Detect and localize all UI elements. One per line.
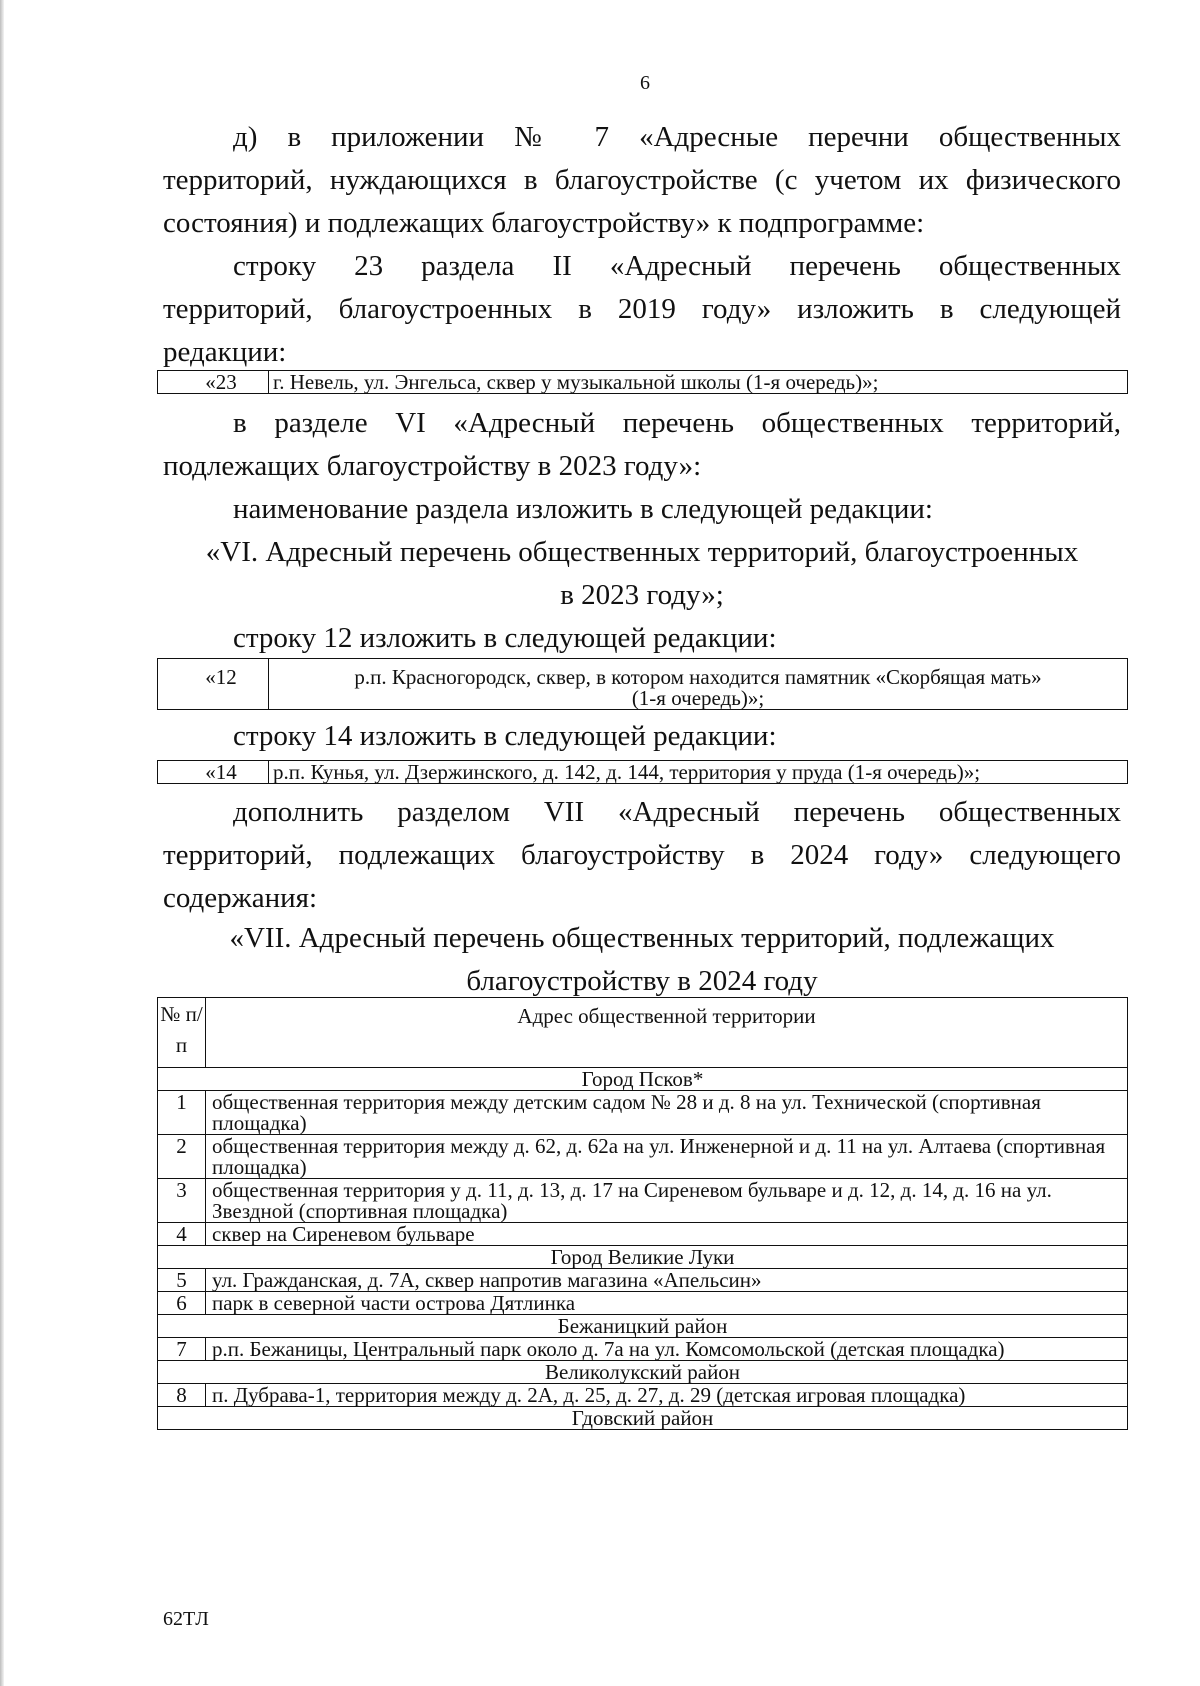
addresses-2024-table xyxy=(157,997,1128,1430)
table-section-row xyxy=(158,1246,1128,1269)
text-line: содержания: xyxy=(163,882,318,914)
section-name: Город Великие Луки xyxy=(158,1246,1128,1269)
scan-edge xyxy=(0,0,4,1686)
paragraph-row-14 xyxy=(163,715,1121,758)
row-address: р.п. Кунья, ул. Дзержинского, д. 142, д. 144, территория у пруда (1-я очередь)»; xyxy=(269,761,1128,784)
row-number: 4 xyxy=(158,1223,206,1246)
text-line: строку 12 изложить в следующей редакции: xyxy=(233,622,777,654)
row-address: р.п. Бежаницы, Центральный парк около д. 7а на ул. Комсомольской (детская площадка) xyxy=(206,1338,1128,1361)
row-number: 7 xyxy=(158,1338,206,1361)
section-name: Город Псков* xyxy=(158,1068,1128,1091)
row-address: п. Дубрава-1, территория между д. 2А, д. 25, д. 27, д. 29 (детская игровая площадка) xyxy=(206,1384,1128,1407)
text-line: наименование раздела изложить в следующей редакции: xyxy=(233,493,933,525)
table-row xyxy=(158,1179,1128,1223)
table-section-row xyxy=(158,1407,1128,1430)
row-address: общественная территория между д. 62, д. 62а на ул. Инженерной и д. 11 на ул. Алтаева (спортивная площадка) xyxy=(206,1135,1128,1179)
text-line: благоустройству в 2024 году xyxy=(466,965,818,997)
paragraph-rename-section xyxy=(163,488,1121,531)
row-number: «23 xyxy=(158,371,269,394)
row-number: 2 xyxy=(158,1135,206,1179)
section-name: Гдовский район xyxy=(158,1407,1128,1430)
row-address: сквер на Сиреневом бульваре xyxy=(206,1223,1128,1246)
paragraph-section-6 xyxy=(163,402,1121,488)
section-6-title xyxy=(163,531,1121,617)
row-address: общественная территория между детским садом № 28 и д. 8 на ул. Технической (спортивная площадка) xyxy=(206,1091,1128,1135)
paragraph-row-12 xyxy=(163,617,1121,660)
row-number: 8 xyxy=(158,1384,206,1407)
text-line: подлежащих благоустройству в 2023 году»: xyxy=(163,450,702,482)
text-line: территорий, нуждающихся в благоустройстве (с учетом их физического xyxy=(163,164,1121,196)
table-section-row xyxy=(158,1315,1128,1338)
row-address: ул. Гражданская, д. 7А, сквер напротив магазина «Апельсин» xyxy=(206,1269,1128,1292)
text-line: дополнить разделом VII «Адресный перечень общественных xyxy=(233,796,1121,828)
text-line: территорий, подлежащих благоустройству в 2024 году» следующего xyxy=(163,839,1121,871)
row-address: общественная территория у д. 11, д. 13, д. 17 на Сиреневом бульваре и д. 12, д. 14, д. 16 на ул. Звездной (спортивная площадка) xyxy=(206,1179,1128,1223)
header-address: Адрес общественной территории xyxy=(206,998,1128,1068)
row-number: 6 xyxy=(158,1292,206,1315)
table-header-row xyxy=(158,998,1128,1068)
row-number: 3 xyxy=(158,1179,206,1223)
table-row xyxy=(158,1338,1128,1361)
text-line: «VII. Адресный перечень общественных территорий, подлежащих xyxy=(229,922,1055,954)
row-address: парк в северной части острова Дятлинка xyxy=(206,1292,1128,1315)
header-number: № п/п xyxy=(158,998,206,1068)
section-name: Великолукский район xyxy=(158,1361,1128,1384)
table-row xyxy=(158,371,1128,394)
document-code: 62TЛ xyxy=(163,1608,209,1630)
paragraph-add-section-7 xyxy=(163,791,1121,920)
table-row xyxy=(158,1269,1128,1292)
row-12-table xyxy=(157,658,1128,710)
table-section-row xyxy=(158,1361,1128,1384)
row-address xyxy=(269,659,1128,710)
row-address: г. Невель, ул. Энгельса, сквер у музыкальной школы (1-я очередь)»; xyxy=(269,371,1128,394)
row-address-line: р.п. Красногородск, сквер, в котором находится памятник «Скорбящая мать» xyxy=(354,665,1042,689)
page-number: 6 xyxy=(640,72,650,94)
text-line: состояния) и подлежащих благоустройству» к подпрограмме: xyxy=(163,207,925,239)
text-line: редакции: xyxy=(163,336,287,368)
table-row xyxy=(158,1091,1128,1135)
paragraph-row-23 xyxy=(163,245,1121,374)
table-row xyxy=(158,1292,1128,1315)
row-number: 5 xyxy=(158,1269,206,1292)
row-23-table xyxy=(157,370,1128,394)
table-section-row xyxy=(158,1068,1128,1091)
section-name: Бежаницкий район xyxy=(158,1315,1128,1338)
row-number: «14 xyxy=(158,761,269,784)
section-7-title xyxy=(163,917,1121,1003)
text-line: «VI. Адресный перечень общественных территорий, благоустроенных xyxy=(205,536,1079,568)
paragraph-appendix-7 xyxy=(163,116,1121,245)
text-line: территорий, благоустроенных в 2019 году» изложить в следующей xyxy=(163,293,1121,325)
table-row xyxy=(158,659,1128,710)
table-row xyxy=(158,1223,1128,1246)
table-row xyxy=(158,761,1128,784)
row-address-line: (1-я очередь)»; xyxy=(631,686,765,710)
table-row xyxy=(158,1384,1128,1407)
table-row xyxy=(158,1135,1128,1179)
text-line: в 2023 году»; xyxy=(560,579,724,611)
text-line: в разделе VI «Адресный перечень общественных территорий, xyxy=(233,407,1121,439)
row-number: 1 xyxy=(158,1091,206,1135)
row-14-table xyxy=(157,760,1128,784)
text-line: строку 23 раздела II «Адресный перечень общественных xyxy=(233,250,1121,282)
text-line: строку 14 изложить в следующей редакции: xyxy=(233,720,777,752)
text-line: д) в приложении № 7 «Адресные перечни общественных xyxy=(233,121,1121,153)
row-number: «12 xyxy=(158,659,269,710)
